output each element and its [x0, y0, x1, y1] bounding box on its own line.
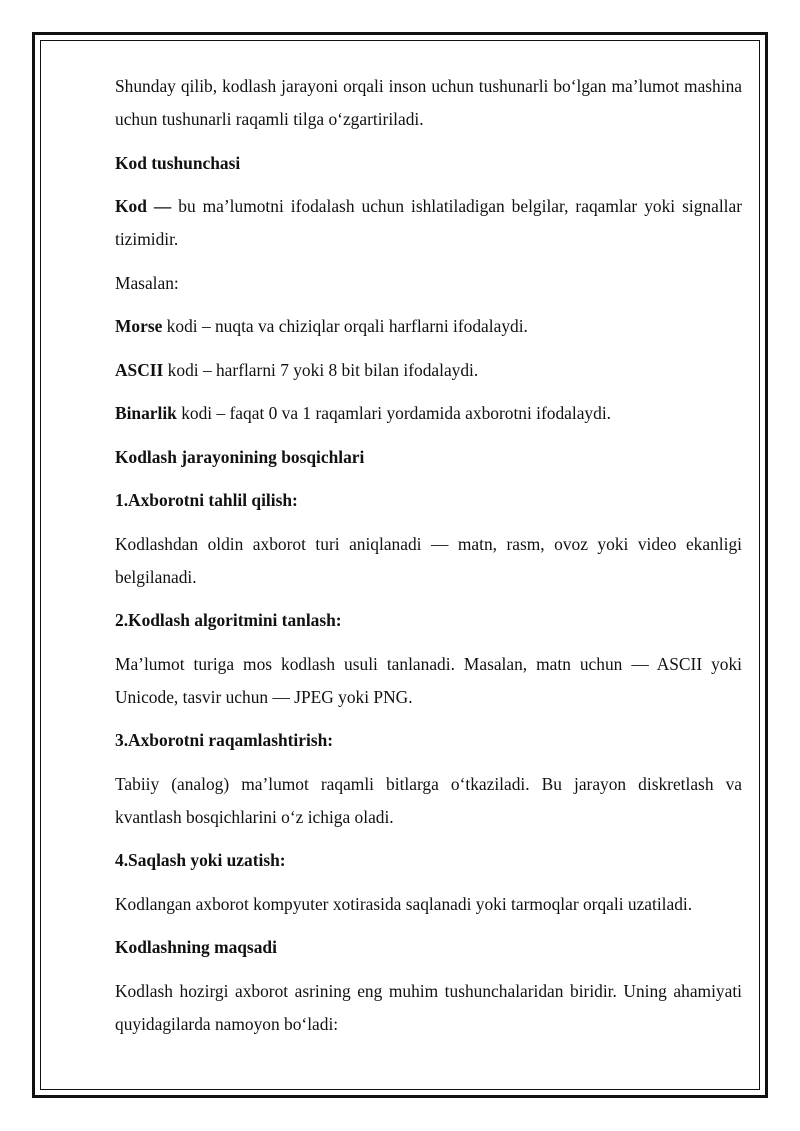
morse-item — [115, 310, 742, 343]
kod-definition-text: bu ma’lumotni ifodalash uchun ishlatiladigan belgilar, raqamlar yoki signallar tizimidir. — [115, 196, 742, 249]
document-body — [115, 70, 742, 1051]
ascii-text: kodi – harflarni 7 yoki 8 bit bilan ifodalaydi. — [163, 359, 479, 380]
masalan-label: Masalan: — [115, 272, 179, 293]
ascii-term: ASCII — [115, 359, 164, 380]
heading-kod-tushunchasi: Kod tushunchasi — [115, 152, 241, 173]
morse-text: kodi – nuqta va chiziqlar orqali harflarni ifodalaydi. — [162, 316, 528, 336]
closing-paragraph: Kodlash hozirgi axborot asrining eng muhim tushunchalaridan biridir. Uning ahamiyati quyidagilarda namoyon bo‘ladi: — [115, 980, 742, 1034]
ascii-item — [115, 354, 742, 387]
intro-paragraph: Shunday qilib, kodlash jarayoni orqali inson uchun tushunarli bo‘lgan ma’lumot mashina uchun tushunarli raqamli tilga o‘zgartiriladi. — [115, 76, 742, 129]
kod-definition — [115, 190, 742, 256]
step-1-title: 1.Axborotni tahlil qilish: — [115, 490, 298, 510]
step-3-title: 3.Axborotni raqamlashtirish: — [115, 730, 334, 750]
step-4-text: Kodlangan axborot kompyuter xotirasida saqlanadi yoki tarmoqlar orqali uzatiladi. — [115, 893, 693, 914]
morse-term: Morse — [115, 316, 163, 336]
step-3-text: Tabiiy (analog) ma’lumot raqamli bitlarga o‘tkaziladi. Bu jarayon diskretlash va kvantlash bosqichlarini o‘z ichiga oladi. — [115, 773, 742, 827]
step-2-text: Ma’lumot turiga mos kodlash usuli tanlanadi. Masalan, matn uchun — ASCII yoki Unicode, tasvir uchun — JPEG yoki PNG. — [115, 653, 742, 707]
binary-term: Binarlik — [115, 403, 177, 423]
heading-maqsad: Kodlashning maqsadi — [115, 937, 277, 957]
binary-text: kodi – faqat 0 va 1 raqamlari yordamida axborotni ifodalaydi. — [176, 403, 612, 423]
binary-item — [115, 397, 742, 430]
step-1-text: Kodlashdan oldin axborot turi aniqlanadi — matn, rasm, ovoz yoki video ekanligi belgilanadi. — [115, 533, 742, 587]
step-4-title: 4.Saqlash yoki uzatish: — [115, 850, 286, 870]
kod-term: Kod — — [115, 196, 172, 216]
step-2-title: 2.Kodlash algoritmini tanlash: — [115, 610, 342, 630]
heading-bosqichlar: Kodlash jarayonining bosqichlari — [115, 446, 365, 467]
